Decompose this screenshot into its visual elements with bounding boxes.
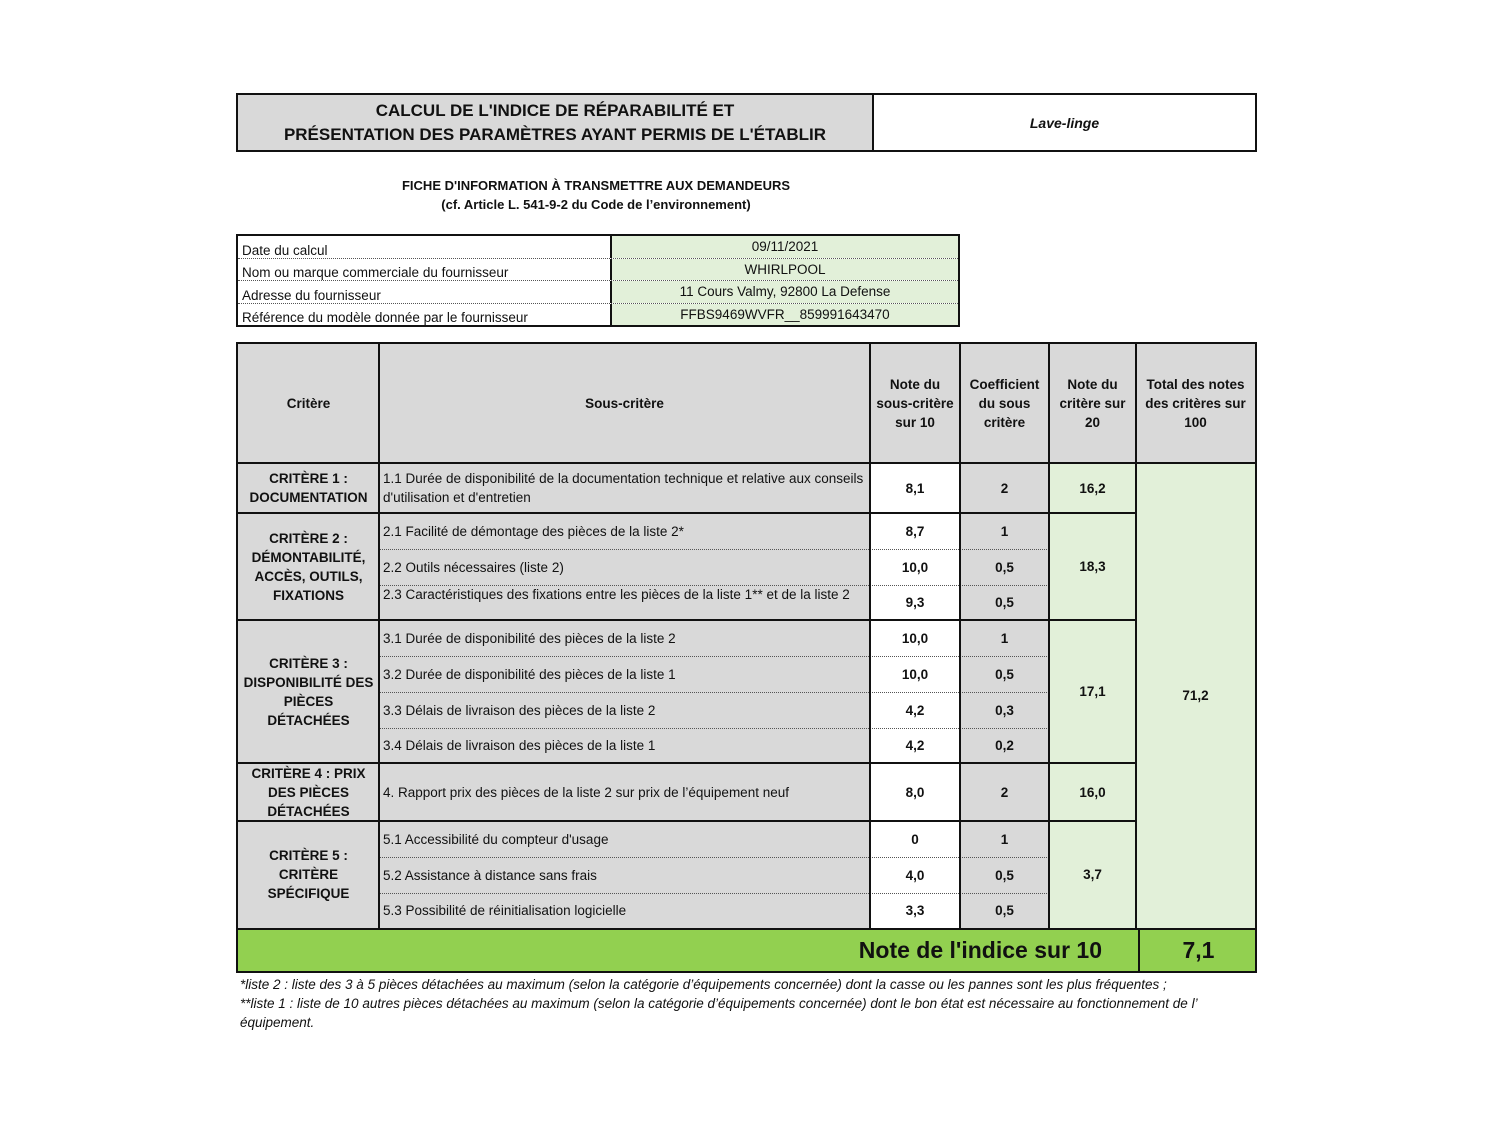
column-border xyxy=(869,342,871,930)
info-label: Référence du modèle donnée par le fournisseur xyxy=(238,304,612,326)
header-note-sous-critere: Note du sous-critère sur 10 xyxy=(870,343,960,463)
header-border xyxy=(236,462,1257,464)
subcriterion-note: 8,0 xyxy=(870,763,960,821)
subcriterion-note: 9,3 xyxy=(870,585,960,620)
final-score-value: 7,1 xyxy=(1138,930,1257,971)
footnote-liste-2: *liste 2 : liste des 3 à 5 pièces détachées au maximum (selon la catégorie d’équipements concernée) dont la casse ou les pannes sont les plus fréquentes ; xyxy=(240,977,1167,992)
info-row-date xyxy=(238,236,958,259)
row-divider xyxy=(379,692,1049,693)
subcriterion-coef: 0,5 xyxy=(960,857,1049,893)
subcriterion-coef: 0,2 xyxy=(960,728,1049,763)
final-score-row xyxy=(236,928,1257,973)
header-coefficient: Coefficient du sous critère xyxy=(960,343,1049,463)
header-note-critere: Note du critère sur 20 xyxy=(1049,343,1136,463)
subcriterion-note: 0 xyxy=(870,821,960,857)
group-border xyxy=(236,820,1136,822)
criterion-score-3: 17,1 xyxy=(1049,620,1136,763)
title-line-2: PRÉSENTATION DES PARAMÈTRES AYANT PERMIS DE L'ÉTABLIR xyxy=(283,124,827,144)
info-value: 09/11/2021 xyxy=(612,236,958,258)
footnote-liste-1: **liste 1 : liste de 10 autres pièces détachées au maximum (selon la catégorie d’équipements concernée) dont le bon état est nécessaire au fonctionnement de l’ équipement. xyxy=(240,996,1197,1030)
total-score: 71,2 xyxy=(1136,463,1255,928)
subcriterion-5-1: 5.1 Accessibilité du compteur d'usage xyxy=(379,821,870,857)
criterion-score-2: 18,3 xyxy=(1049,513,1136,620)
group-border xyxy=(236,619,1136,621)
subcriterion-2-3: 2.3 Caractéristiques des fixations entre les pièces de la liste 1** et de la liste 2 xyxy=(379,585,870,620)
subcriterion-2-2: 2.2 Outils nécessaires (liste 2) xyxy=(379,549,870,585)
row-divider xyxy=(379,857,1049,858)
subcriterion-5-3: 5.3 Possibilité de réinitialisation logicielle xyxy=(379,893,870,928)
criterion-score-1: 16,2 xyxy=(1049,463,1136,513)
footnotes xyxy=(240,975,1255,1032)
subcriterion-3-1: 3.1 Durée de disponibilité des pièces de la liste 2 xyxy=(379,620,870,656)
subcriterion-note: 10,0 xyxy=(870,620,960,656)
header-total: Total des notes des critères sur 100 xyxy=(1136,343,1255,463)
criterion-2: CRITÈRE 2 : DÉMONTABILITÉ, ACCÈS, OUTILS, FIXATIONS xyxy=(238,513,379,620)
info-row-reference xyxy=(238,304,958,326)
info-value: 11 Cours Valmy, 92800 La Defense xyxy=(612,281,958,303)
criterion-score-4: 16,0 xyxy=(1049,763,1136,821)
subcriterion-note: 10,0 xyxy=(870,656,960,692)
row-divider xyxy=(379,585,1049,586)
column-border xyxy=(959,342,961,930)
header-critere: Critère xyxy=(238,343,379,463)
subcriterion-coef: 2 xyxy=(960,763,1049,821)
subcriterion-note: 4,0 xyxy=(870,857,960,893)
subcriterion-coef: 1 xyxy=(960,513,1049,549)
criterion-5: CRITÈRE 5 : CRITÈRE SPÉCIFIQUE xyxy=(238,821,379,928)
subcriterion-note: 3,3 xyxy=(870,893,960,928)
subcriterion-5-2: 5.2 Assistance à distance sans frais xyxy=(379,857,870,893)
info-label: Date du calcul xyxy=(238,236,612,258)
criterion-3: CRITÈRE 3 : DISPONIBILITÉ DES PIÈCES DÉTACHÉES xyxy=(238,620,379,763)
subcriterion-coef: 1 xyxy=(960,821,1049,857)
fiche-line-1: FICHE D'INFORMATION À TRANSMETTRE AUX DEMANDEURS xyxy=(401,178,791,193)
criterion-4: CRITÈRE 4 : PRIX DES PIÈCES DÉTACHÉES xyxy=(238,763,379,821)
subcriterion-3-4: 3.4 Délais de livraison des pièces de la liste 1 xyxy=(379,728,870,763)
subcriterion-note: 4,2 xyxy=(870,728,960,763)
subcriterion-4: 4. Rapport prix des pièces de la liste 2 sur prix de l’équipement neuf xyxy=(379,763,870,821)
subcriterion-coef: 1 xyxy=(960,620,1049,656)
info-value: FFBS9469WVFR__859991643470 xyxy=(612,304,958,326)
table-border-right xyxy=(1255,342,1257,930)
final-score-label: Note de l'indice sur 10 xyxy=(858,937,1102,963)
subcriterion-coef: 0,3 xyxy=(960,692,1049,728)
table-border-left xyxy=(236,342,238,930)
subcriterion-3-3: 3.3 Délais de livraison des pièces de la liste 2 xyxy=(379,692,870,728)
column-border xyxy=(378,342,380,930)
table-border-top xyxy=(236,342,1257,344)
subcriterion-coef: 0,5 xyxy=(960,893,1049,928)
subcriterion-1-1: 1.1 Durée de disponibilité de la documentation technique et relative aux conseils d'utilisation et d'entretien xyxy=(379,463,870,513)
column-border xyxy=(1135,342,1137,930)
subcriterion-note: 8,7 xyxy=(870,513,960,549)
info-row-brand xyxy=(238,259,958,282)
info-label: Nom ou marque commerciale du fournisseur xyxy=(238,259,612,281)
column-border xyxy=(1048,342,1050,930)
criterion-score-5: 3,7 xyxy=(1049,821,1136,928)
row-divider xyxy=(379,893,1049,894)
product-category: Lave-linge xyxy=(874,95,1255,150)
criterion-1: CRITÈRE 1 : DOCUMENTATION xyxy=(238,463,379,513)
title-line-1: CALCUL DE L'INDICE DE RÉPARABILITÉ ET xyxy=(375,100,735,120)
row-divider xyxy=(379,656,1049,657)
subcriterion-coef: 0,5 xyxy=(960,585,1049,620)
fiche-subtitle xyxy=(236,176,956,214)
info-label: Adresse du fournisseur xyxy=(238,281,612,303)
info-value: WHIRLPOOL xyxy=(612,259,958,281)
info-row-address xyxy=(238,281,958,304)
supplier-info-table xyxy=(236,234,960,327)
subcriterion-note: 8,1 xyxy=(870,463,960,513)
subcriterion-coef: 2 xyxy=(960,463,1049,513)
subcriterion-note: 10,0 xyxy=(870,549,960,585)
group-border xyxy=(236,512,1136,514)
subcriterion-note: 4,2 xyxy=(870,692,960,728)
header-sous-critere: Sous-critère xyxy=(379,343,870,463)
subcriterion-2-1: 2.1 Facilité de démontage des pièces de la liste 2* xyxy=(379,513,870,549)
row-divider xyxy=(379,728,1049,729)
row-divider xyxy=(379,549,1049,550)
fiche-line-2: (cf. Article L. 541-9-2 du Code de l’environnement) xyxy=(441,197,751,212)
document-title xyxy=(238,95,874,150)
group-border xyxy=(236,762,1136,764)
subcriterion-coef: 0,5 xyxy=(960,549,1049,585)
subcriterion-3-2: 3.2 Durée de disponibilité des pièces de la liste 1 xyxy=(379,656,870,692)
subcriterion-coef: 0,5 xyxy=(960,656,1049,692)
header-block xyxy=(236,93,1257,152)
